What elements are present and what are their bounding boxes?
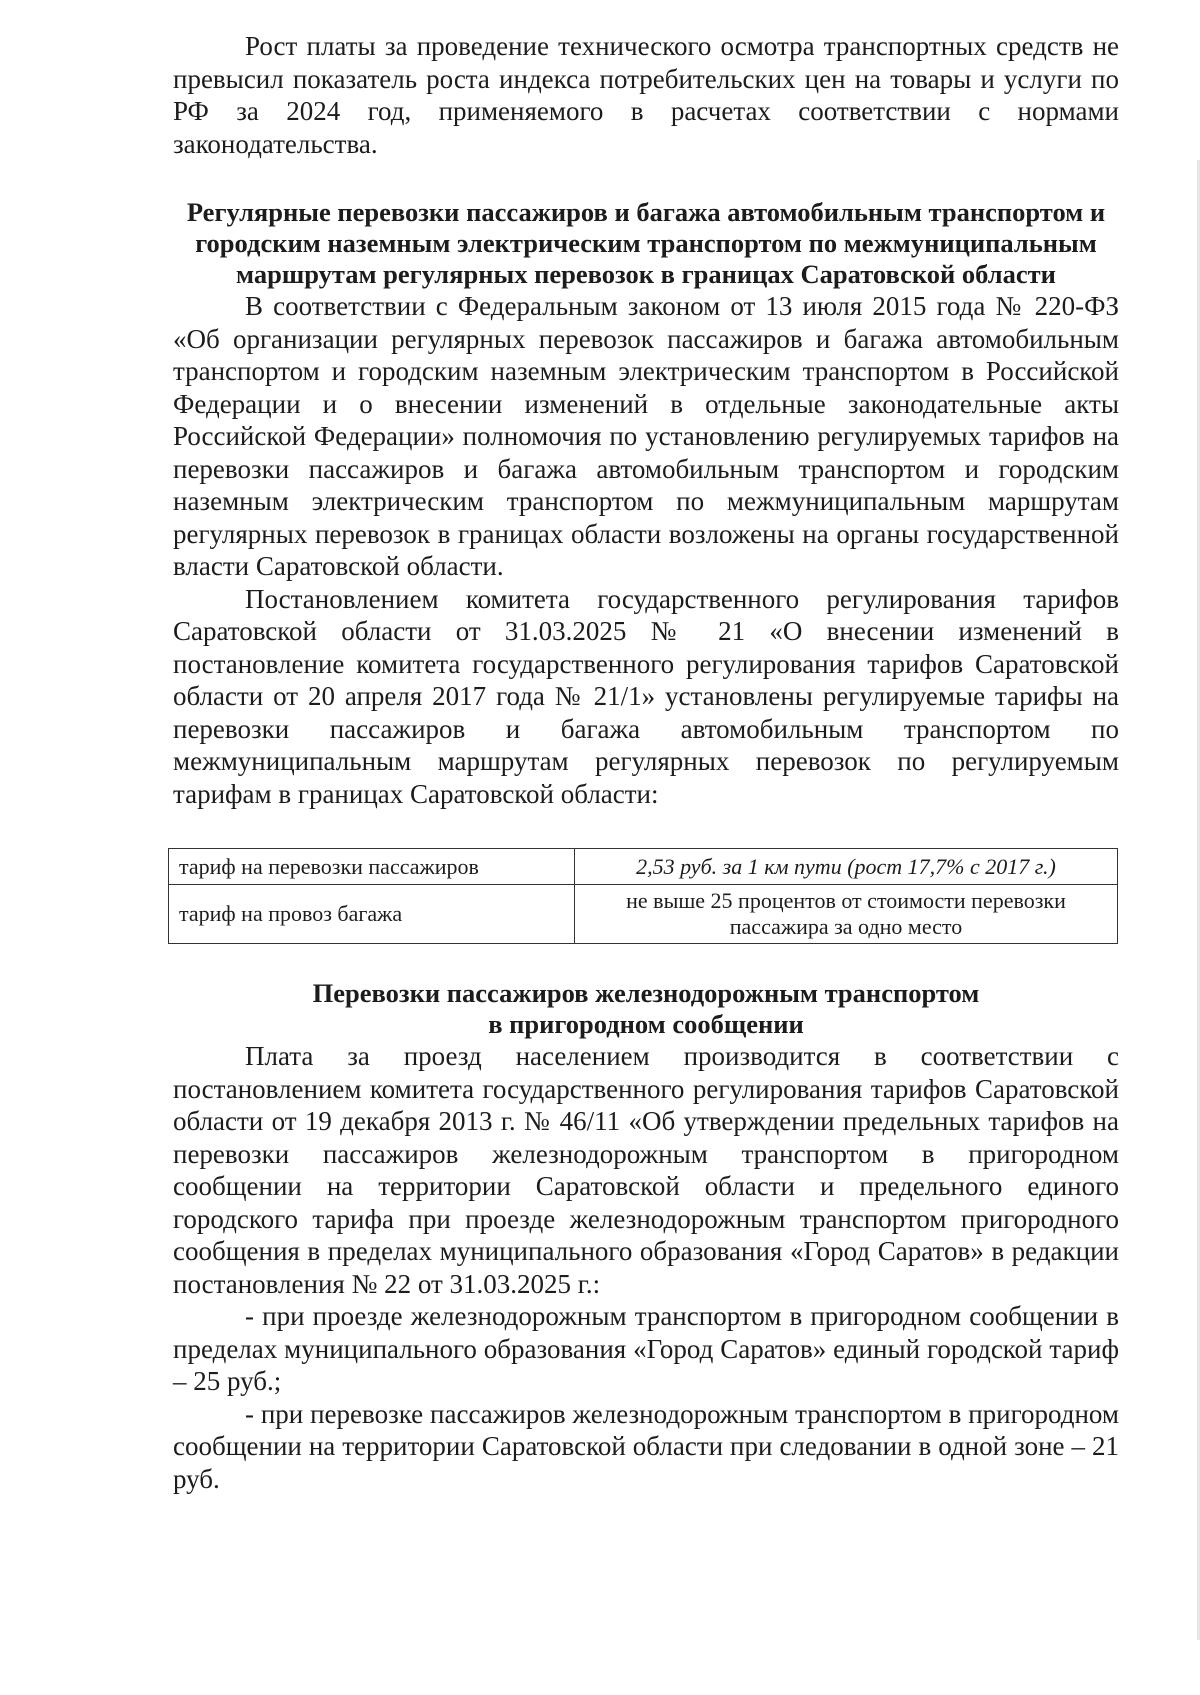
section2-heading-line2: в пригородном сообщении <box>488 1009 804 1039</box>
section2-paragraph1: Плата за проезд населением производится в соответствии с постановлением комитета государственного регулирования тарифов Саратовской области от 19 декабря 2013 г. № 46/11 «Об утверждении предельных тарифов на перевозки пассажиров железнодорожным транспортом в пригородном сообщении на территории Саратовской области и предельного единого городского тарифа при проезде железнодорожным транспортом пригородного сообщения в пределах муниципального образования «Город Саратов» в редакции постановления № 22 от 31.03.2025 г.: <box>173 1041 1119 1299</box>
table-row <box>169 885 1118 944</box>
document-page <box>173 30 1119 1495</box>
section2-list-item: - при проезде железнодорожным транспортом в пригородном сообщении в пределах муниципального образования «Город Саратов» единый городской тариф – 25 руб.; <box>173 1301 1119 1396</box>
tariff-value-cell: 2,53 руб. за 1 км пути (рост 17,7% с 2017 г.) <box>575 849 1118 885</box>
spacer <box>173 944 1119 978</box>
section1-heading: Регулярные перевозки пассажиров и багажа автомобильным транспортом и городским наземным электрическим транспортом по межмуниципальным маршрутам регулярных перевозок в границах Саратовской области <box>186 197 1106 289</box>
section2-list-item: - при перевозке пассажиров железнодорожным транспортом в пригородном сообщении на территории Саратовской области при следовании в одной зоне – 21 руб. <box>173 1398 1119 1494</box>
tariff-value-cell: не выше 25 процентов от стоимости перевозки пассажира за одно место <box>575 885 1118 944</box>
section1-paragraph2: Постановлением комитета государственного регулирования тарифов Саратовской области от 31.03.2025 № 21 «О внесении изменений в постановление комитета государственного регулирования тарифов Саратовской области от 20 апреля 2017 года № 21/1» установлены регулируемые тарифы на перевозки пассажиров и багажа автомобильным транспортом по межмуниципальным маршрутам регулярных перевозок по регулируемым тарифам в границах Саратовской области: <box>173 583 1119 809</box>
section2-heading-line1: Перевозки пассажиров железнодорожным транспортом <box>312 978 980 1008</box>
table-row <box>169 849 1118 885</box>
spacer <box>173 810 1119 848</box>
tariff-name-cell: тариф на провоз багажа <box>169 885 575 944</box>
spacer <box>173 160 1119 197</box>
section1-paragraph1: В соответствии с Федеральным законом от 13 июля 2015 года № 220-ФЗ «Об организации регулярных перевозок пассажиров и багажа автомобильным транспортом и городским наземным электрическим транспортом в Российской Федерации и о внесении изменений в отдельные законодательные акты Российской Федерации» полномочия по установлению регулируемых тарифов на перевозки пассажиров и багажа автомобильным транспортом и городским наземным электрическим транспортом по межмуниципальным маршрутам регулярных перевозок в границах области возложены на органы государственной власти Саратовской области. <box>173 291 1119 581</box>
intro-paragraph: Рост платы за проведение технического осмотра транспортных средств не превысил показатель роста индекса потребительских цен на товары и услуги по РФ за 2024 год, применяемого в расчетах соответствии с нормами законодательства. <box>173 31 1119 159</box>
tariff-table <box>168 848 1118 944</box>
tariff-name-cell: тариф на перевозки пассажиров <box>169 849 575 885</box>
